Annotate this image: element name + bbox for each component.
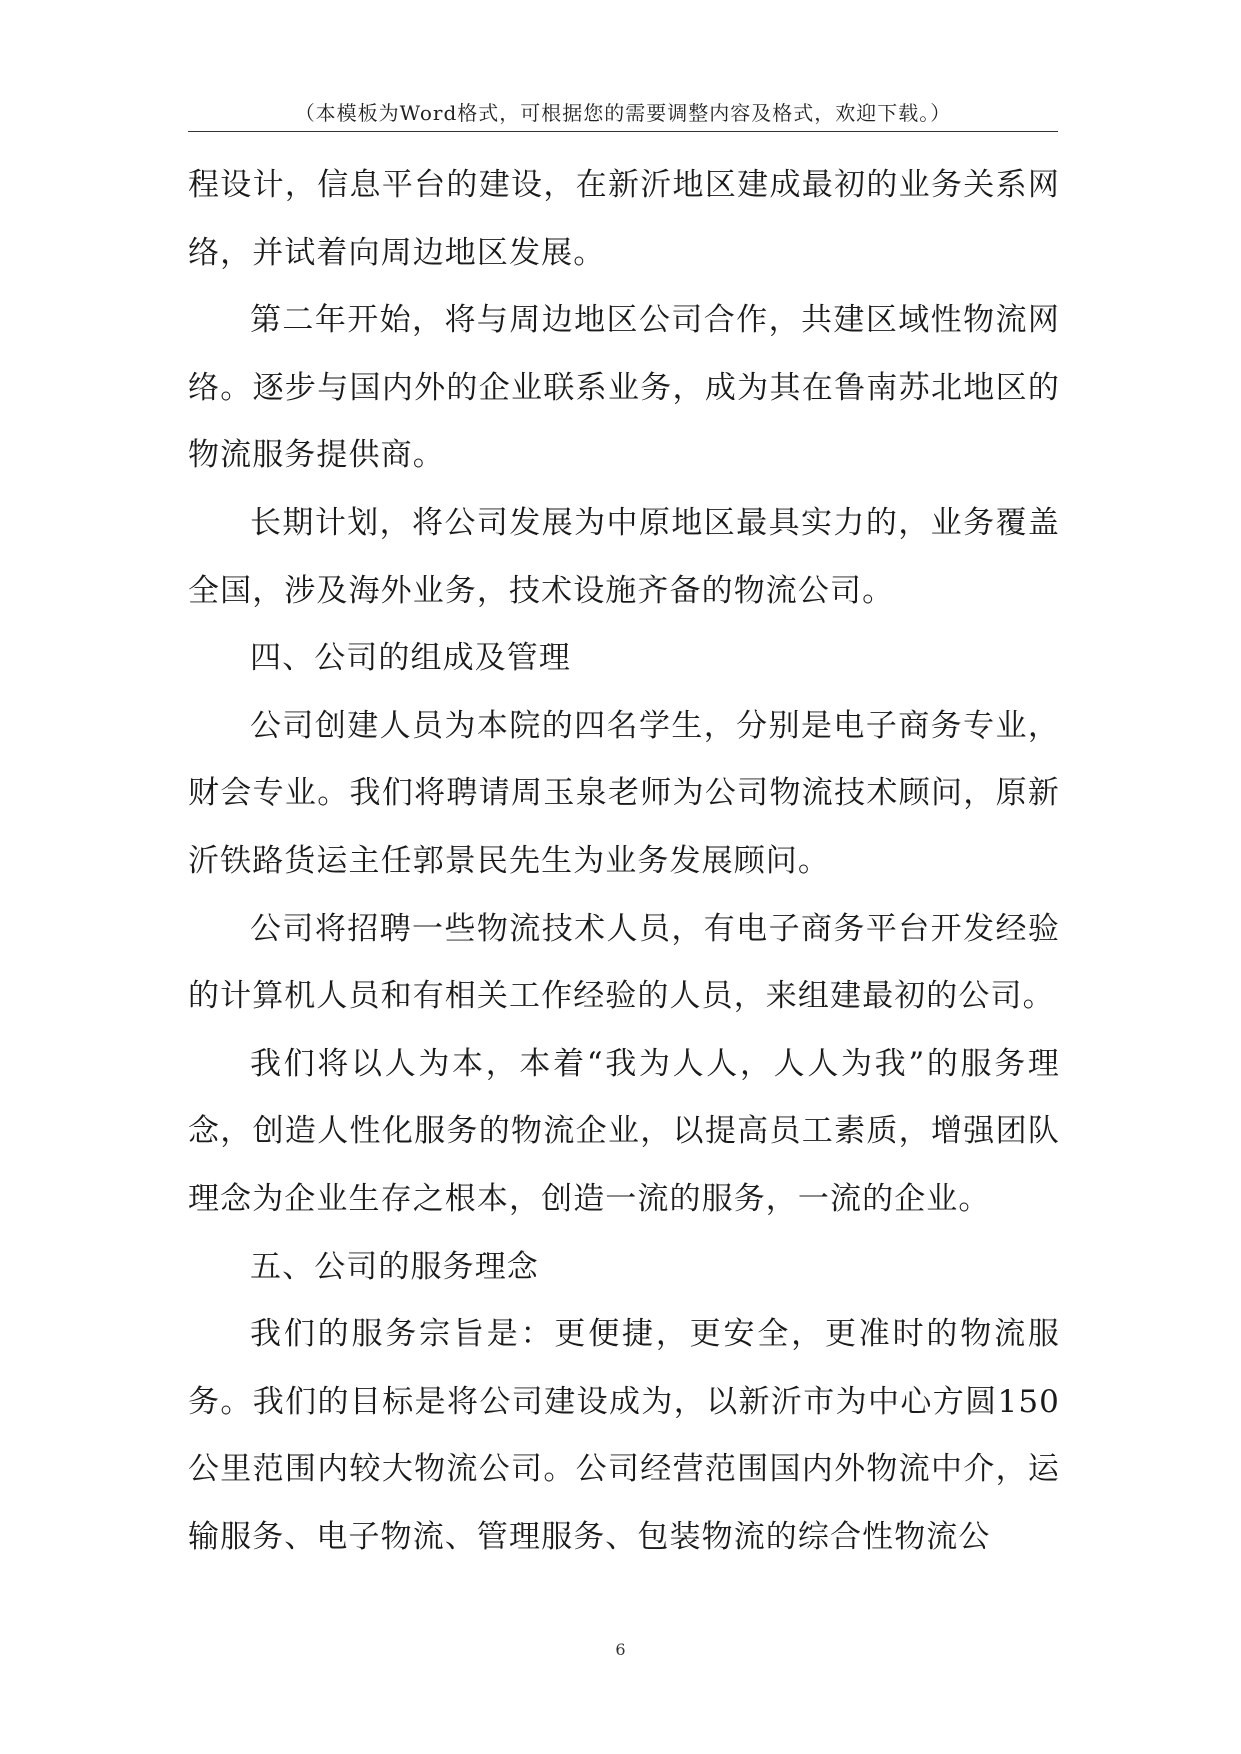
- paragraph: 公司将招聘一些物流技术人员，有电子商务平台开发经验的计算机人员和有相关工作经验的人员，来组建最初的公司。: [188, 910, 1060, 1015]
- paragraph: 我们的服务宗旨是：更便捷，更安全，更准时的物流服务。我们的目标是将公司建设成为，以新沂市为中心方圆150公里范围内较大物流公司。公司经营范围国内外物流中介，运输服务、电子物流、管理服务、包装物流的综合性物流公: [188, 1316, 1060, 1555]
- body-text: [188, 152, 1060, 1571]
- paragraph: 我们将以人为本，本着“我为人人，人人为我”的服务理念，创造人性化服务的物流企业，以提高员工素质，增强团队理念为企业生存之根本，创造一流的服务，一流的企业。: [188, 1045, 1060, 1217]
- paragraph: 公司创建人员为本院的四名学生，分别是电子商务专业，财会专业。我们将聘请周玉泉老师为公司物流技术顾问，原新沂铁路货运主任郭景民先生为业务发展顾问。: [188, 707, 1060, 879]
- page-number: 6: [615, 1640, 626, 1659]
- header-note: （本模板为Word格式，可根据您的需要调整内容及格式，欢迎下载。）: [294, 101, 952, 125]
- paragraph: 长期计划，将公司发展为中原地区最具实力的，业务覆盖全国，涉及海外业务，技术设施齐备的物流公司。: [188, 504, 1060, 609]
- paragraph: 第二年开始，将与周边地区公司合作，共建区域性物流网络。逐步与国内外的企业联系业务，成为其在鲁南苏北地区的物流服务提供商。: [188, 302, 1060, 474]
- paragraph: 程设计，信息平台的建设，在新沂地区建成最初的业务关系网络，并试着向周边地区发展。: [188, 167, 1060, 271]
- section-heading: 五、公司的服务理念: [250, 1248, 539, 1285]
- header-divider: [188, 131, 1058, 132]
- section-heading: 四、公司的组成及管理: [250, 640, 571, 677]
